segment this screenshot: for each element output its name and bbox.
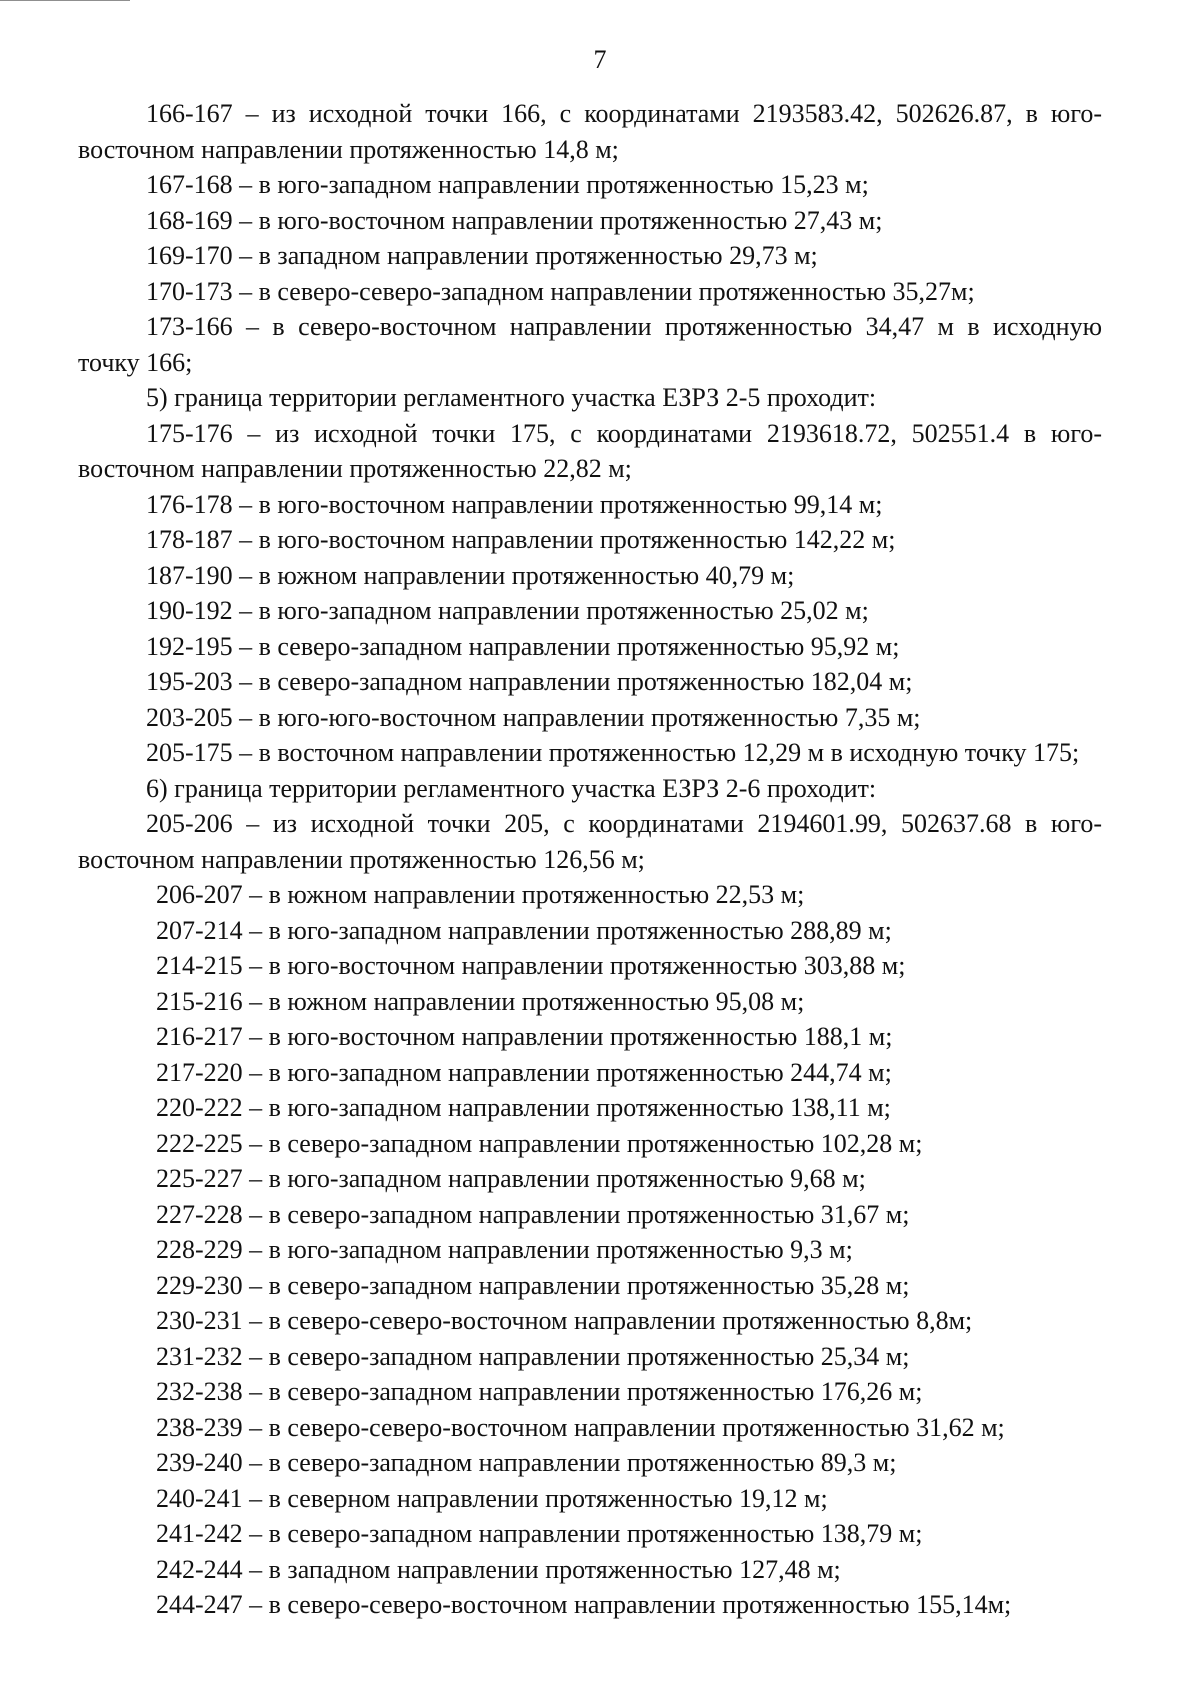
paragraph-214-215: 214-215 – в юго-восточном направлении протяженностью 303,88 м; [156, 951, 906, 980]
paragraph-215-216: 215-216 – в южном направлении протяженностью 95,08 м; [156, 986, 805, 1016]
paragraph-227-228: 227-228 – в северо-западном направлении протяженностью 31,67 м; [156, 1199, 910, 1229]
section-heading-ezrz-2-6: 6) граница территории регламентного участка ЕЗРЗ 2-6 проходит: [146, 773, 877, 803]
document-body [78, 96, 1102, 1623]
paragraph-166-167: 166-167 – из исходной точки 166, с координатами 2193583.42, 502626.87, в юго-восточном направлении протяженностью 14,8 м; [78, 99, 1102, 164]
paragraph-231-232: 231-232 – в северо-западном направлении протяженностью 25,34 м; [156, 1341, 910, 1371]
paragraph-230-231: 230-231 – в северо-северо-восточном направлении протяженностью 8,8м; [156, 1306, 973, 1335]
paragraph-205-206: 205-206 – из исходной точки 205, с координатами 2194601.99, 502637.68 в юго-восточном направлении протяженностью 126,56 м; [78, 809, 1102, 874]
paragraph-170-173: 170-173 – в северо-северо-западном направлении протяженностью 35,27м; [146, 276, 975, 306]
paragraph-167-168: 167-168 – в юго-западном направлении протяженностью 15,23 м; [146, 170, 869, 199]
page-number: 7 [593, 45, 607, 74]
paragraph-225-227: 225-227 – в юго-западном направлении протяженностью 9,68 м; [156, 1164, 866, 1193]
paragraph-190-192: 190-192 – в юго-западном направлении протяженностью 25,02 м; [146, 596, 869, 625]
paragraph-168-169: 168-169 – в юго-восточном направлении протяженностью 27,43 м; [146, 205, 883, 235]
paragraph-206-207: 206-207 – в южном направлении протяженностью 22,53 м; [156, 880, 805, 909]
paragraph-229-230: 229-230 – в северо-западном направлении протяженностью 35,28 м; [156, 1270, 910, 1300]
paragraph-244-247: 244-247 – в северо-северо-восточном направлении протяженностью 155,14м; [156, 1590, 1012, 1619]
paragraph-240-241: 240-241 – в северном направлении протяженностью 19,12 м; [156, 1483, 828, 1513]
paragraph-173-166: 173-166 – в северо-восточном направлении протяженностью 34,47 м в исходную точку 166; [78, 312, 1102, 377]
paragraph-222-225: 222-225 – в северо-западном направлении протяженностью 102,28 м; [156, 1128, 923, 1158]
paragraph-176-178: 176-178 – в юго-восточном направлении протяженностью 99,14 м; [146, 489, 883, 519]
section-heading-ezrz-2-5: 5) граница территории регламентного участка ЕЗРЗ 2-5 проходит: [146, 383, 877, 412]
paragraph-178-187: 178-187 – в юго-восточном направлении протяженностью 142,22 м; [146, 525, 896, 554]
scan-edge-mark [0, 0, 130, 4]
paragraph-175-176: 175-176 – из исходной точки 175, с координатами 2193618.72, 502551.4 в юго-восточном направлении протяженностью 22,82 м; [78, 418, 1102, 483]
paragraph-216-217: 216-217 – в юго-восточном направлении протяженностью 188,1 м; [156, 1022, 893, 1051]
paragraph-242-244: 242-244 – в западном направлении протяженностью 127,48 м; [156, 1554, 841, 1584]
paragraph-195-203: 195-203 – в северо-западном направлении протяженностью 182,04 м; [146, 667, 913, 696]
paragraph-192-195: 192-195 – в северо-западном направлении протяженностью 95,92 м; [146, 631, 900, 661]
paragraph-228-229: 228-229 – в юго-западном направлении протяженностью 9,3 м; [156, 1235, 853, 1264]
paragraph-169-170: 169-170 – в западном направлении протяженностью 29,73 м; [146, 241, 818, 270]
paragraph-217-220: 217-220 – в юго-западном направлении протяженностью 244,74 м; [156, 1057, 892, 1087]
paragraph-205-175: 205-175 – в восточном направлении протяженностью 12,29 м в исходную точку 175; [146, 738, 1080, 767]
paragraph-187-190: 187-190 – в южном направлении протяженностью 40,79 м; [146, 560, 795, 590]
paragraph-241-242: 241-242 – в северо-западном направлении протяженностью 138,79 м; [156, 1519, 923, 1548]
paragraph-238-239: 238-239 – в северо-северо-восточном направлении протяженностью 31,62 м; [156, 1412, 1005, 1442]
paragraph-239-240: 239-240 – в северо-западном направлении протяженностью 89,3 м; [156, 1448, 897, 1477]
paragraph-220-222: 220-222 – в юго-западном направлении протяженностью 138,11 м; [156, 1093, 891, 1122]
paragraph-232-238: 232-238 – в северо-западном направлении протяженностью 176,26 м; [156, 1377, 923, 1406]
paragraph-207-214: 207-214 – в юго-западном направлении протяженностью 288,89 м; [156, 915, 892, 945]
paragraph-203-205: 203-205 – в юго-юго-восточном направлении протяженностью 7,35 м; [146, 702, 921, 732]
